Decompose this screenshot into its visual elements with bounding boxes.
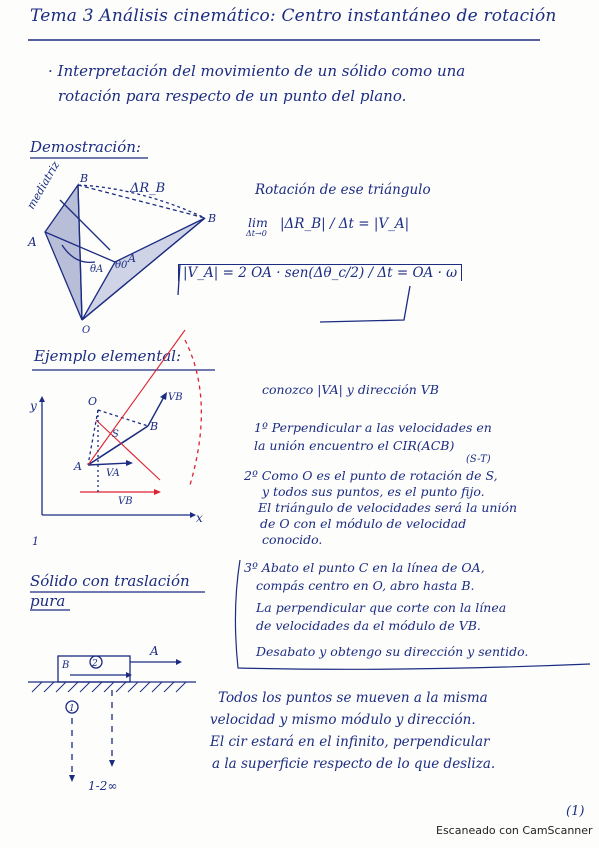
- OB-line: [98, 410, 148, 426]
- step2-d: de O con el módulo de velocidad: [260, 516, 467, 531]
- eq1-lim: lim: [248, 215, 268, 230]
- left-shaded-region: [45, 185, 82, 320]
- bullet-line-1: · Interpretación del movimiento de un sólido como una: [48, 62, 466, 80]
- step2-e: conocido.: [262, 532, 323, 547]
- mediatriz-label: mediatriz: [24, 159, 63, 212]
- rotation-text: Rotación de ese triángulo: [255, 182, 431, 198]
- step1-a: 1º Perpendicular a las velocidades en: [254, 420, 492, 435]
- step3-bracket: [235, 560, 590, 669]
- solid-text-4: a la superficie respecto de lo que desliza.: [212, 756, 496, 772]
- step3-b: compás centro en O, abro hasta B.: [256, 578, 475, 593]
- solid-diagram: [28, 656, 196, 782]
- red-arc: [185, 340, 201, 485]
- bullet-line-2: rotación para respecto de un punto del plano.: [58, 87, 407, 105]
- example-diagram: [39, 330, 201, 518]
- solid-text-3: El cir estará en el infinito, perpendicular: [210, 734, 490, 750]
- label-B-top: B: [80, 172, 89, 185]
- step1-c: (S-T): [466, 454, 491, 465]
- eq2: |V_A| = 2 OA · sen(Δθ_c/2) / Δt = OA · ω: [178, 264, 462, 281]
- step3-d: de velocidades da el módulo de VB.: [256, 618, 481, 633]
- step2-a: 2º Como O es el punto de rotación de S,: [244, 468, 498, 483]
- page-title: Tema 3 Análisis cinemático: Centro instantáneo de rotación: [30, 6, 557, 26]
- label-O-demo: O: [82, 325, 91, 336]
- OA-line: [88, 410, 98, 465]
- step2-c: El triángulo de velocidades será la unión: [258, 500, 518, 515]
- VA-arrow: [88, 463, 130, 465]
- step1-b: la unión encuentro el CIR(ACB): [254, 438, 455, 453]
- solid-heading: Sólido con traslación: [30, 572, 190, 590]
- demo-triangle-diagram: [45, 185, 205, 320]
- solid-text-1: Todos los puntos se mueven a la misma: [218, 690, 488, 706]
- step3-a: 3º Abato el punto C en la línea de OA,: [244, 560, 485, 575]
- label-A-mid: A: [128, 252, 136, 265]
- demo-heading: Demostración:: [30, 138, 141, 156]
- label-VA: VA: [106, 468, 120, 479]
- label-y: y: [30, 399, 37, 413]
- label-theta0: θ0: [115, 260, 128, 271]
- label-thetaA: θA: [90, 264, 104, 275]
- label-ref: 1-2∞: [88, 779, 118, 793]
- step2-b: y todos sus puntos, es el punto fijo.: [262, 484, 485, 499]
- label-A-left: A: [28, 235, 37, 249]
- label-A-ex: A: [74, 460, 82, 473]
- page-number: (1): [566, 804, 585, 819]
- step3-e: Desabato y obtengo su dirección y sentido.: [256, 644, 529, 659]
- label-B-ex: B: [150, 420, 159, 433]
- label-S: S: [112, 429, 119, 440]
- example-heading: Ejemplo elemental:: [34, 347, 182, 365]
- step3-c: La perpendicular que corte con la línea: [256, 600, 507, 615]
- eq1-sub: Δt→0: [246, 229, 267, 238]
- eq2-bracket: [320, 286, 410, 322]
- example-line-0: conozco |VA| y dirección VB: [262, 382, 439, 397]
- label-VB: VB: [118, 496, 133, 507]
- solid-text-2: velocidad y mismo módulo y dirección.: [210, 712, 476, 728]
- label-O-ex: O: [88, 395, 98, 408]
- label-A-solid: A: [150, 644, 159, 658]
- label-x: x: [196, 511, 203, 525]
- label-VB-top: VB: [168, 392, 183, 403]
- label-B-solid: B: [62, 660, 70, 671]
- solid-heading-2: pura: [30, 592, 66, 610]
- eq1: |ΔR_B| / Δt = |V_A|: [280, 216, 410, 232]
- label-dRB: ΔR_B: [130, 181, 166, 196]
- label-B-right: B: [208, 212, 217, 225]
- label-origin: 1: [32, 535, 39, 548]
- label-1: 1: [69, 704, 75, 714]
- scanner-footer: Escaneado con CamScanner: [436, 824, 593, 837]
- label-2: 2: [92, 659, 98, 669]
